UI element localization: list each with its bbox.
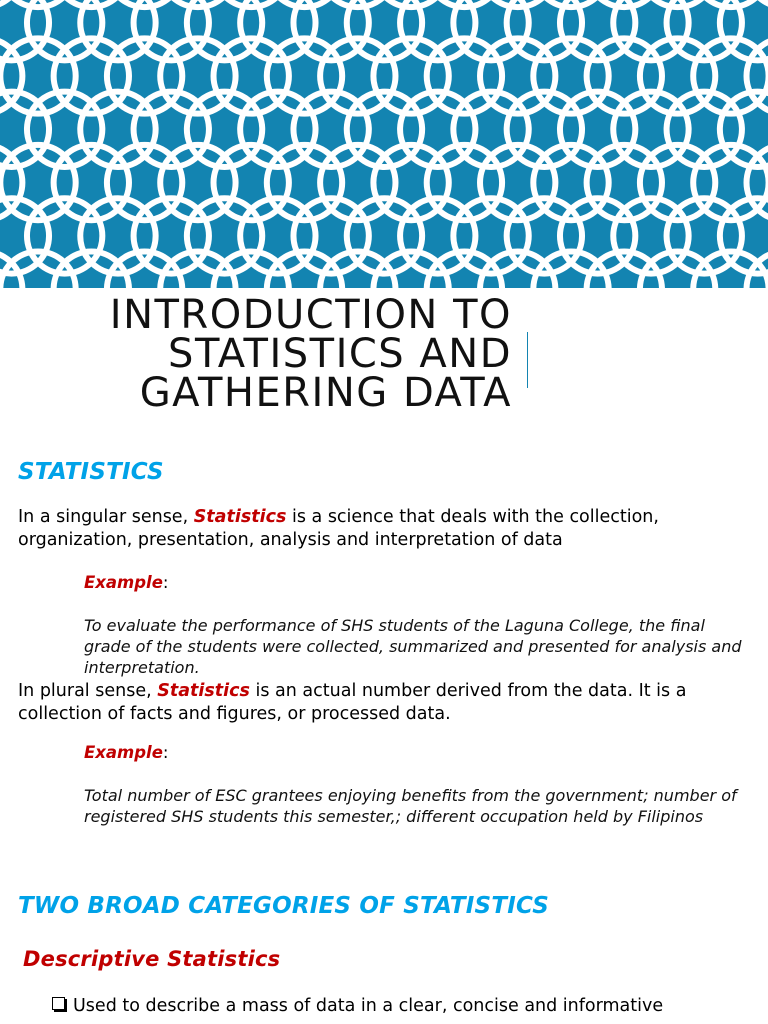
descriptive-statistics-heading: Descriptive Statistics: [23, 947, 281, 971]
singular-definition: [18, 506, 748, 552]
title-line-1: INTRODUCTION TO: [109, 292, 512, 338]
singular-intro: In a singular sense,: [18, 507, 194, 527]
bullet-item: [52, 995, 752, 1018]
bullet-text: Used to describe a mass of data in a clear, concise and informative: [73, 996, 664, 1016]
example-2-text: Total number of ESC grantees enjoying benefits from the government; number of registered SHS students this semester,; different occupation held by Filipinos: [84, 786, 737, 826]
singular-rest: is a science that deals with the collection, organization, presentation, analysis and interpretation of data: [18, 507, 659, 550]
title-line-2: STATISTICS AND: [168, 331, 512, 377]
title-line-3: GATHERING DATA: [139, 370, 512, 416]
singular-term: Statistics: [193, 507, 287, 527]
plural-rest: is an actual number derived from the data. It is a collection of facts and figures, or processed data.: [18, 681, 687, 724]
page-title: [0, 292, 512, 416]
categories-heading: TWO BROAD CATEGORIES OF STATISTICS: [18, 893, 549, 919]
plural-term: Statistics: [157, 681, 250, 701]
example-1-text: To evaluate the performance of SHS students of the Laguna College, the final grade of the students were collected, summarized and presented for analysis and interpretation.: [84, 616, 742, 677]
checkbox-bullet-icon: [52, 997, 65, 1010]
circle-pattern-background: [0, 0, 768, 288]
example-2-label: Example:: [84, 743, 169, 762]
header-banner: [0, 0, 768, 288]
plural-intro: In plural sense,: [18, 681, 158, 701]
statistics-heading: STATISTICS: [18, 459, 164, 485]
example-1-label: Example:: [84, 573, 169, 592]
title-divider: [527, 332, 528, 388]
plural-definition: [18, 680, 748, 726]
